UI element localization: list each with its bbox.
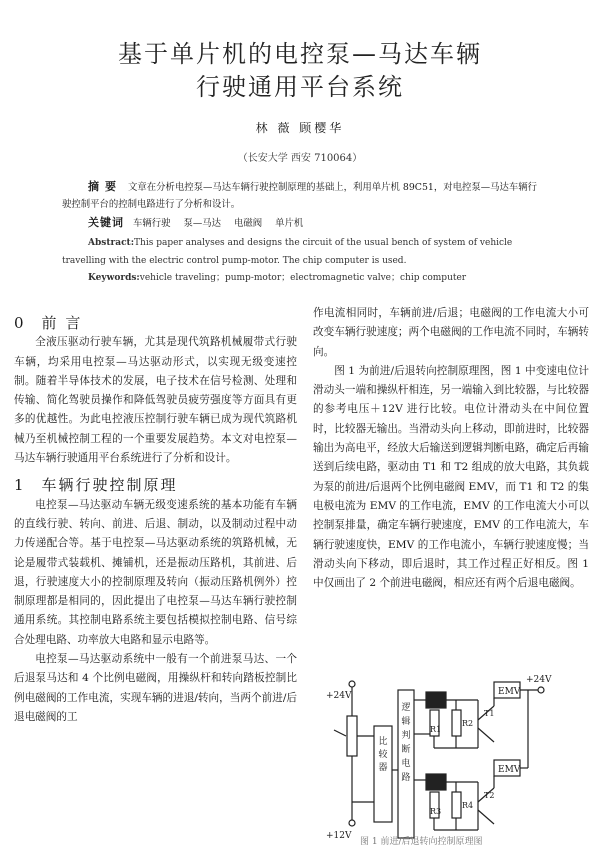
- relay-block-top: [426, 692, 446, 708]
- keyword-cn-item: 单片机: [275, 218, 304, 229]
- terminal-bottom: [349, 820, 355, 826]
- terminal-top: [349, 681, 355, 687]
- abstract-en: [62, 234, 540, 270]
- resistor-r4: [452, 792, 461, 818]
- label-r1: R1: [430, 725, 442, 734]
- circuit-diagram: [318, 670, 580, 841]
- section-number: 1: [14, 476, 24, 495]
- section-1-paragraph-2: 电控泵—马达驱动系统中一般有一个前进泵马达、一个后退泵马达和 4 个比例电磁阀，用操纵杆和转向踏板控制比例电磁阀的工作电流，实现车辆的进退/转向，当两个前进/后退电磁阀的工: [14, 653, 297, 723]
- label-emv-2: EMV: [498, 765, 521, 775]
- potentiometer: [347, 716, 357, 756]
- resistor-r2: [452, 710, 461, 736]
- keywords-en-label: Keywords:: [88, 273, 140, 283]
- label-v-bottom: +12V: [326, 831, 352, 841]
- relay-block-bottom: [426, 774, 446, 790]
- section-0-heading: [14, 314, 297, 333]
- left-column: [14, 314, 297, 727]
- figure-caption: 图 1 前进/后退转向控制原理图: [360, 837, 483, 847]
- label-t1: T1: [484, 709, 495, 718]
- section-title: 前 言: [41, 314, 83, 332]
- section-title: 车辆行驶控制原理: [41, 476, 178, 495]
- label-r4: R4: [462, 801, 474, 810]
- abstract-cn-text: 文章在分析电控泵—马达车辆行驶控制原理的基础上，利用单片机 89C51，对电控泵—马达车辆行驶控制平台的控制电路进行了分析和设计。: [62, 182, 538, 210]
- label-t2: T2: [484, 791, 495, 800]
- label-v-right: +24V: [526, 675, 552, 685]
- section-0-paragraph: 全液压驱动行驶车辆，尤其是现代筑路机械履带式行驶车辆，均采用电控泵—马达驱动形式，以实现无级变速控制。随着半导体技术的发展，电子技术在信号检测、处理和传输、简化驾驶员操作和降低驾驶员疲劳强度等方面具有更多的优越性。为此电控液压控制行驶车辆已成为现代筑路机械乃至机械控制工程的一个重要发展趋势。本文对电控泵—马达车辆行驶通用平台系统进行了分析和设计。: [14, 336, 297, 465]
- label-comparator: 比较器: [378, 737, 388, 773]
- right-paragraph-1: 图 1 为前进/后退转向控制原理图，图 1 中变速电位计滑动头一端和操纵杆相连，另一端输入到比较器，与比较器的参考电压＋12V 进行比较。电位计滑动头在中间位置时，比较器无输出。当滑动头向上移动，即前进时，比较器输出为高电平，经放大后输送到逻辑判断电路，确定后再输送到后续电路，驱动由 T1 和 T2 组成的放大电路，其负载为泵的前进/后退两个比例电磁阀 EMV，而 T1 和 T2 的集电极电流为 EMV 的工作电流，EMV 的工作电流大小可以控制泵排量，确定车辆行驶速度，EMV 的工作电流大，车辆行驶速度快，EMV 的工作电流小，车辆行驶速度慢；当滑动头向下移动，即后退时，其工作过程正好相反。图 1 中仅画出了 2 个前进电磁阀，相应还有两个后退电磁阀。: [313, 364, 589, 590]
- keyword-cn-item: 车辆行驶: [132, 218, 171, 229]
- right-paragraph-0: 作电流相同时，车辆前进/后退；电磁阀的工作电流大小可改变车辆行驶速度；两个电磁阀的工作电流不同时，车辆转向。: [313, 307, 589, 358]
- keywords-en: [88, 270, 548, 283]
- section-number: 0: [14, 314, 24, 332]
- label-logic: 逻辑判断电路: [401, 703, 411, 783]
- label-v-top: +24V: [326, 691, 352, 701]
- affiliation: （长安大学 西安 710064）: [237, 153, 363, 164]
- authors: 林 薇 顾樱华: [255, 121, 345, 135]
- keywords-cn: [88, 214, 548, 230]
- paper-title-line1: 基于单片机的电控泵—马达车辆: [118, 40, 482, 68]
- right-column: [313, 304, 589, 593]
- abstract-en-text: This paper analyses and designs the circuit of the usual bench of system of vehicle travelling with the electric control pump-motor. The chip computer is used.: [62, 238, 513, 266]
- label-emv-1: EMV: [498, 687, 521, 697]
- keywords-en-text: vehicle traveling；pump-motor；electromagnetic valve；chip computer: [139, 273, 467, 283]
- abstract-en-label: Abstract:: [88, 238, 135, 248]
- abstract-cn: [62, 178, 540, 213]
- section-1-heading: [14, 476, 297, 495]
- paper-title-line2: 行驶通用平台系统: [196, 73, 404, 101]
- section-1-paragraph-1: 电控泵—马达驱动车辆无级变速系统的基本功能有车辆的直线行驶、转向、前进、后退、制动，以及制动过程中动力传递配合等。基于电控泵—马达驱动系统的筑路机械，无论是履带式装载机、摊铺机，还是振动压路机，其前进、后退，行驶速度大小的控制原理及转向（振动压路机例外）控制原理都是相同的，因此提出了电控泵—马达车辆行驶控制通用系统。其控制电路系统主要包括模拟控制电路、信号综合处理电路、功率放大电路和显示电路等。: [14, 498, 297, 646]
- label-r3: R3: [430, 807, 442, 816]
- abstract-cn-label: 摘要: [88, 180, 122, 193]
- keyword-cn-item: 泵—马达: [183, 218, 221, 229]
- keywords-cn-label: 关键词: [88, 216, 124, 229]
- keyword-cn-item: 电磁阀: [233, 218, 263, 229]
- label-r2: R2: [462, 719, 474, 728]
